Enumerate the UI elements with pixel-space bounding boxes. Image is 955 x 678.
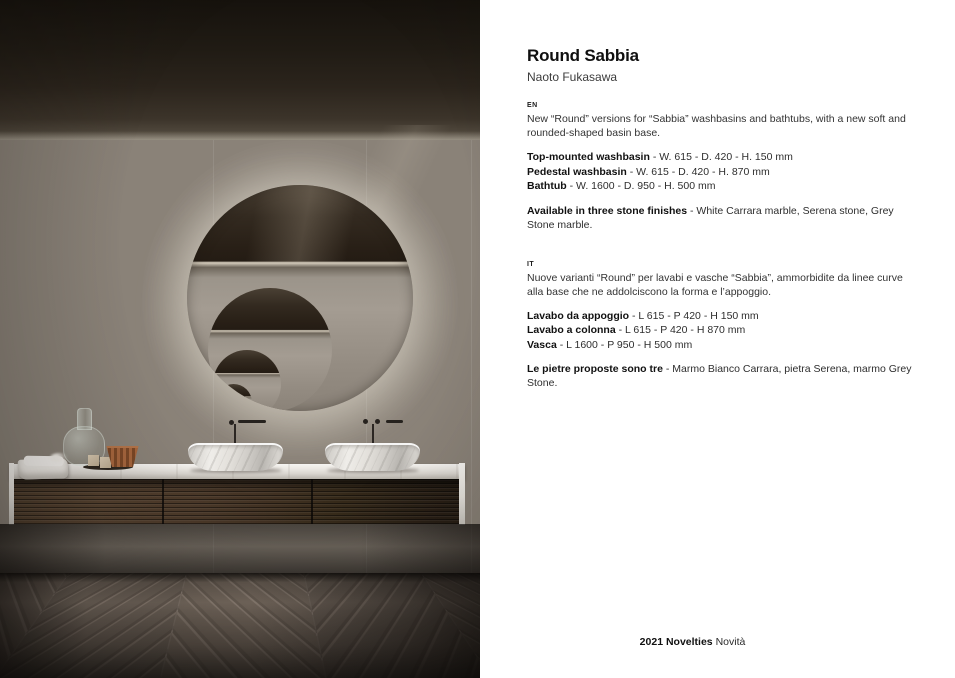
floor-shading (0, 573, 480, 678)
finishes-value: - Marmo Bianco Carrara, pietra Serena, marmo Grey Stone. (527, 363, 912, 389)
mirror-reflection-level-1 (208, 288, 332, 411)
faucet-handle (375, 419, 380, 424)
section-italian (527, 261, 912, 391)
drawer-divider (162, 479, 164, 524)
spec-line (527, 309, 912, 324)
vanity-side-frame-right (459, 463, 465, 525)
intro-it: Nuove varianti “Round” per lavabi e vasche “Sabbia”, ammorbidite da linee curve alla base che ne addolciscono la forma e l’appoggio. (527, 271, 903, 298)
drawer-divider (311, 479, 313, 524)
soap-cube (100, 457, 111, 468)
spec-label: Pedestal washbasin (527, 165, 627, 178)
finishes-label: Le pietre proposte sono tre (527, 363, 663, 375)
mirror-reflection-level-4 (216, 404, 236, 411)
faucet-pipe (234, 424, 236, 443)
faucet-spout (238, 420, 266, 423)
spec-value: - W. 615 - D. 420 - H. 870 mm (629, 165, 770, 178)
glass-carafe-neck (77, 408, 92, 430)
soap-cube (88, 455, 99, 466)
washbasin-left (188, 443, 283, 471)
language-label-it: IT (527, 260, 535, 268)
footer-year-novelties: 2021 Novelties (639, 636, 713, 648)
spec-value: - W. 615 - D. 420 - H. 150 mm (652, 151, 793, 163)
spec-label: Vasca (527, 338, 557, 351)
spec-value: - W. 1600 - D. 950 - H. 500 mm (569, 180, 716, 192)
language-label-en: EN (527, 102, 538, 109)
washbasin-right (325, 443, 420, 471)
vanity-side-frame-left (9, 463, 14, 525)
designer-name: Naoto Fukasawa (527, 70, 618, 84)
spec-label: Lavabo da appoggio (527, 309, 630, 322)
section-english (527, 102, 912, 232)
footer (480, 636, 905, 648)
spec-value: - L 615 - P 420 - H 870 mm (618, 324, 746, 336)
spec-label: Bathtub (527, 180, 567, 192)
spec-label: Lavabo a colonna (527, 324, 616, 336)
ceiling (0, 0, 480, 140)
finishes-en (527, 204, 912, 232)
intro-en: New “Round” versions for “Sabbia” washbasins and bathtubs, with a new soft and rounded-shaped basin base. (527, 113, 906, 139)
faucet-spout (386, 420, 403, 423)
spec-line (527, 150, 912, 165)
spec-line (527, 179, 912, 194)
spec-value: - L 615 - P 420 - H 150 mm (632, 309, 759, 322)
spec-line (527, 165, 912, 180)
spec-value: - L 1600 - P 950 - H 500 mm (559, 338, 693, 351)
specs-en (527, 150, 912, 194)
mirror-reflection-streak (187, 185, 413, 262)
specs-it (527, 309, 912, 353)
spec-label: Top-mounted washbasin (527, 151, 650, 163)
spec-line (527, 338, 912, 353)
faucet-pipe (372, 424, 374, 443)
finishes-it (527, 362, 912, 390)
vanity-drawers (10, 479, 465, 524)
mirror-reflection-level-3 (215, 384, 252, 411)
finishes-label: Available in three stone finishes (527, 204, 688, 217)
mirror-reflection-level-2 (213, 350, 281, 411)
round-mirror (187, 185, 413, 411)
finishes-value: - White Carrara marble, Serena stone, Grey Stone marble. (527, 204, 894, 231)
page-title: Round Sabbia (527, 46, 639, 65)
spec-line (527, 323, 912, 338)
faucet-handle (363, 419, 368, 424)
parquet-floor (0, 573, 480, 678)
vanity-under-shadow (0, 524, 480, 574)
footer-novita: Novità (715, 636, 746, 648)
product-info-column (527, 46, 912, 390)
